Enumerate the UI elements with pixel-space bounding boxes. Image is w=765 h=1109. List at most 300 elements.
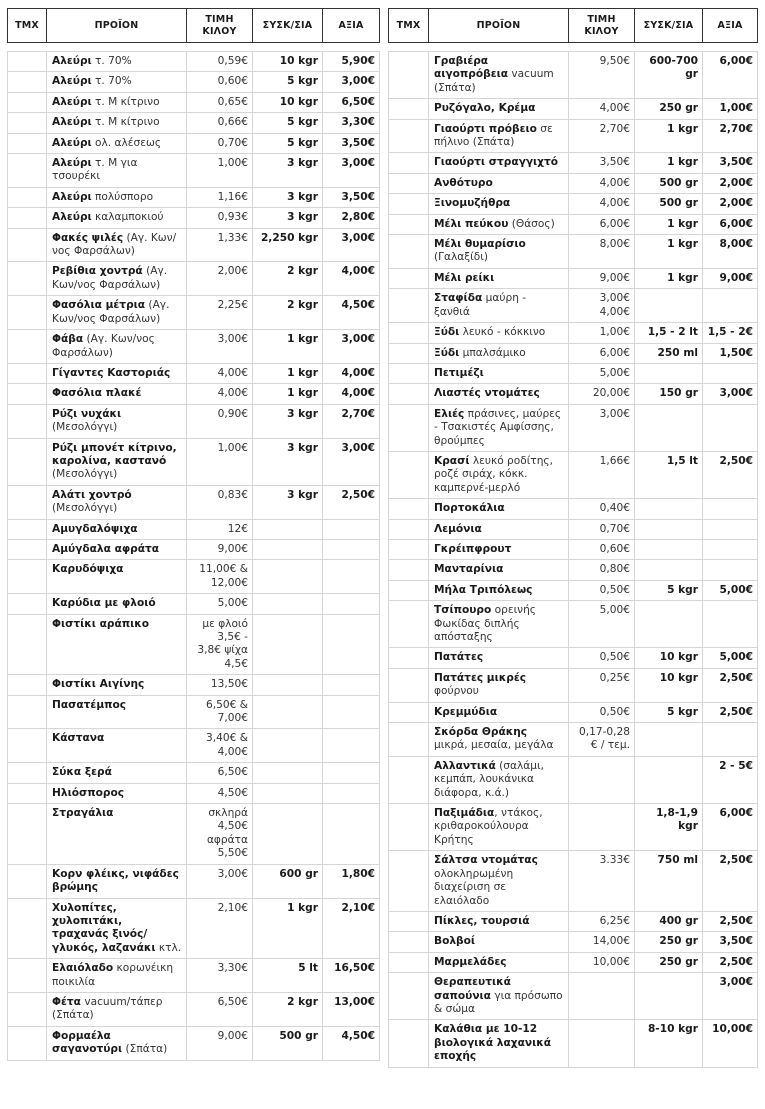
package-size: 1 kgr	[635, 268, 703, 288]
product-cell	[47, 729, 187, 763]
item-value: 4,50€	[323, 296, 380, 330]
price-per-kilo: 4,00€	[569, 173, 635, 193]
package-size	[635, 539, 703, 559]
qty-input-cell[interactable]	[389, 268, 429, 288]
product-cell	[429, 702, 569, 722]
product-detail: (Γαλαξίδι)	[434, 251, 488, 264]
table-row	[389, 560, 758, 580]
price-per-kilo: 2,00€	[187, 262, 253, 296]
price-per-kilo: 6,50€	[187, 763, 253, 783]
table-row	[8, 560, 380, 594]
product-cell	[47, 783, 187, 803]
package-size: 1,5 - 2 lt	[635, 323, 703, 343]
product-cell	[47, 438, 187, 485]
qty-input-cell[interactable]	[389, 952, 429, 972]
package-size	[635, 519, 703, 539]
package-size	[253, 539, 323, 559]
qty-input-cell[interactable]	[8, 539, 47, 559]
item-value	[703, 404, 758, 451]
product-name: Σκόρδα Θράκης	[434, 726, 528, 739]
table-row	[8, 208, 380, 228]
price-per-kilo: 1,33€	[187, 228, 253, 262]
table-row	[389, 1020, 758, 1067]
table-row	[8, 92, 380, 112]
product-name: Πασατέμπος	[52, 698, 127, 711]
qty-input-cell[interactable]	[389, 52, 429, 99]
product-cell	[429, 153, 569, 173]
package-size	[635, 723, 703, 757]
table-row	[8, 133, 380, 153]
product-name: Αλλαντικά	[434, 759, 496, 772]
product-name: Αλεύρι	[52, 116, 92, 129]
table-row	[8, 763, 380, 783]
price-per-kilo: 1,00€	[187, 154, 253, 188]
package-size: 1 kgr	[635, 214, 703, 234]
package-size: 8-10 kgr	[635, 1020, 703, 1067]
product-cell	[47, 992, 187, 1026]
item-value: 3,50€	[703, 153, 758, 173]
header-package: ΣΥΣΚ/ΣΙΑ	[635, 9, 703, 43]
qty-input-cell[interactable]	[8, 783, 47, 803]
table-row	[389, 99, 758, 119]
qty-input-cell[interactable]	[8, 296, 47, 330]
product-cell	[429, 932, 569, 952]
product-name: Φέτα	[52, 995, 81, 1008]
table-row	[8, 330, 380, 364]
product-name: Ρεβίθια χοντρά	[52, 265, 143, 278]
item-value: 3,50€	[323, 133, 380, 153]
price-per-kilo: 3,00€	[187, 864, 253, 898]
product-cell	[429, 952, 569, 972]
qty-input-cell[interactable]	[389, 932, 429, 952]
package-size: 3 kgr	[253, 485, 323, 519]
product-name: Μήλα Τριπόλεως	[434, 583, 533, 596]
product-name: Λεμόνια	[434, 522, 482, 535]
qty-input-cell[interactable]	[389, 804, 429, 851]
table-row	[389, 932, 758, 952]
product-name: Φιστίκι Αιγίνης	[52, 678, 145, 691]
product-cell	[47, 113, 187, 133]
item-value: 6,00€	[703, 804, 758, 851]
product-cell	[429, 851, 569, 912]
qty-input-cell[interactable]	[8, 763, 47, 783]
qty-input-cell[interactable]	[389, 499, 429, 519]
price-per-kilo: 9,00€	[187, 539, 253, 559]
product-name: Μέλι πεύκου	[434, 217, 509, 230]
package-size: 1,8-1,9 kgr	[635, 804, 703, 851]
price-per-kilo: 0,70€	[187, 133, 253, 153]
qty-input-cell[interactable]	[8, 594, 47, 614]
price-per-kilo: 0,25€	[569, 668, 635, 702]
package-size: 10 kgr	[635, 668, 703, 702]
product-name: Φιστίκι αράπικο	[52, 617, 150, 630]
price-per-kilo: 0,40€	[569, 499, 635, 519]
product-name: Κάστανα	[52, 732, 105, 745]
qty-input-cell[interactable]	[389, 723, 429, 757]
table-row	[389, 214, 758, 234]
product-detail: (σαλάμι, κεμπάπ, λουκάνικα διάφορα, κ.ά.)	[434, 759, 544, 799]
package-size: 750 ml	[635, 851, 703, 912]
qty-input-cell[interactable]	[389, 363, 429, 383]
item-value: 1,5 - 2€	[703, 323, 758, 343]
item-value: 1,80€	[323, 864, 380, 898]
product-name: Ελαιόλαδο	[52, 962, 114, 975]
header-qty: ΤΜΧ	[8, 9, 47, 43]
product-detail: (Μεσολόγγι)	[52, 502, 118, 515]
product-detail: λευκό ροδίτης, ροζέ σιράχ, κόκκ. καμπερνέ-μερλό	[434, 454, 553, 494]
price-per-kilo: 0,59€	[187, 52, 253, 72]
table-row	[8, 992, 380, 1026]
product-detail: καλαμποκιού	[91, 211, 164, 224]
qty-input-cell[interactable]	[8, 363, 47, 383]
package-size: 3 kgr	[253, 404, 323, 438]
qty-input-cell[interactable]	[8, 330, 47, 364]
qty-input-cell[interactable]	[8, 485, 47, 519]
product-name: Αλεύρι	[52, 157, 92, 170]
item-value: 3,00€	[323, 438, 380, 485]
table-row	[8, 72, 380, 92]
product-cell	[47, 52, 187, 72]
product-cell	[429, 560, 569, 580]
item-value	[323, 804, 380, 865]
price-per-kilo: 0,83€	[187, 485, 253, 519]
qty-input-cell[interactable]	[8, 52, 47, 72]
product-detail: (Αγ. Κων/νος Φαρσάλων)	[52, 231, 177, 258]
product-cell	[429, 52, 569, 99]
product-detail: μαύρη - ξανθιά	[434, 292, 527, 318]
qty-input-cell[interactable]	[8, 72, 47, 92]
product-name: Βολβοί	[434, 935, 476, 948]
qty-input-cell[interactable]	[389, 289, 429, 323]
package-size: 5 kgr	[253, 113, 323, 133]
item-value	[323, 560, 380, 594]
qty-input-cell[interactable]	[8, 675, 47, 695]
product-detail: τ. 70%	[91, 55, 132, 67]
header-price-line2: ΚΙΛΟΥ	[584, 25, 619, 37]
qty-input-cell[interactable]	[8, 208, 47, 228]
item-value	[703, 723, 758, 757]
item-value	[703, 289, 758, 323]
item-value: 3,30€	[323, 113, 380, 133]
product-name: Καρυδόψιχα	[52, 563, 124, 576]
product-detail: κτλ.	[155, 941, 182, 954]
qty-input-cell[interactable]	[389, 99, 429, 119]
product-cell	[47, 72, 187, 92]
product-name: Μαρμελάδες	[434, 955, 507, 968]
product-name: Μέλι ρείκι	[434, 271, 495, 284]
table-row	[8, 262, 380, 296]
qty-input-cell[interactable]	[8, 959, 47, 993]
product-name: Φακές ψιλές	[52, 231, 124, 244]
qty-input-cell[interactable]	[389, 973, 429, 1020]
qty-input-cell[interactable]	[389, 668, 429, 702]
qty-input-cell[interactable]	[389, 173, 429, 193]
product-cell	[47, 519, 187, 539]
header-price-line1: ΤΙΜΗ	[205, 13, 234, 25]
qty-input-cell[interactable]	[389, 702, 429, 722]
package-size: 2 kgr	[253, 992, 323, 1026]
product-cell	[429, 404, 569, 451]
qty-input-cell[interactable]	[389, 194, 429, 214]
package-size: 1 kgr	[635, 153, 703, 173]
product-detail: , ντάκος, κριθαροκούλουρα Κρήτης	[434, 807, 543, 846]
product-cell	[47, 485, 187, 519]
product-cell	[47, 560, 187, 594]
table-row	[389, 289, 758, 323]
table-row	[8, 1026, 380, 1060]
product-name: Σύκα ξερά	[52, 766, 112, 779]
item-value: 4,00€	[323, 262, 380, 296]
table-row	[389, 173, 758, 193]
price-per-kilo: σκληρά 4,50€ αφράτα 5,50€	[187, 804, 253, 865]
package-size	[253, 763, 323, 783]
item-value: 2,80€	[323, 208, 380, 228]
qty-input-cell[interactable]	[8, 614, 47, 675]
qty-input-cell[interactable]	[8, 438, 47, 485]
table-row	[389, 702, 758, 722]
product-name: Πατάτες μικρές	[434, 671, 527, 684]
qty-input-cell[interactable]	[389, 119, 429, 153]
table-row	[8, 296, 380, 330]
product-cell	[429, 235, 569, 269]
item-value: 3,00€	[703, 973, 758, 1020]
header-price-line2: ΚΙΛΟΥ	[202, 25, 237, 37]
qty-input-cell[interactable]	[8, 519, 47, 539]
left-rows	[8, 52, 380, 1061]
item-value: 6,50€	[323, 92, 380, 112]
qty-input-cell[interactable]	[389, 756, 429, 803]
table-row	[8, 438, 380, 485]
product-name: Φάβα	[52, 333, 84, 346]
price-per-kilo: 3,40€ & 4,00€	[187, 729, 253, 763]
table-row	[389, 119, 758, 153]
qty-input-cell[interactable]	[8, 992, 47, 1026]
qty-input-cell[interactable]	[8, 154, 47, 188]
qty-input-cell[interactable]	[8, 804, 47, 865]
product-name: Ξινομυζήθρα	[434, 197, 511, 210]
qty-input-cell[interactable]	[389, 451, 429, 498]
product-cell	[429, 119, 569, 153]
product-cell	[47, 133, 187, 153]
table-row	[389, 973, 758, 1020]
package-size: 10 kgr	[253, 52, 323, 72]
header-value: ΑΞΙΑ	[703, 9, 758, 43]
item-value: 16,50€	[323, 959, 380, 993]
header-product: ΠΡΟΪΟΝ	[429, 9, 569, 43]
price-per-kilo: 2,25€	[187, 296, 253, 330]
product-detail: (Αγ. Κων/νος Φαρσάλων)	[52, 333, 155, 359]
product-detail: πολύσπορο	[91, 190, 154, 203]
package-size	[635, 363, 703, 383]
table-row	[8, 695, 380, 729]
package-size: 10 kgr	[253, 92, 323, 112]
table-row	[8, 519, 380, 539]
package-size: 1 kgr	[635, 235, 703, 269]
qty-input-cell[interactable]	[389, 235, 429, 269]
product-cell	[429, 363, 569, 383]
table-row	[389, 235, 758, 269]
qty-input-cell[interactable]	[8, 262, 47, 296]
product-detail: (Αγ. Κων/νος Φαρσάλων)	[52, 265, 168, 291]
package-size	[253, 594, 323, 614]
right-table-header	[388, 8, 758, 43]
package-size	[253, 729, 323, 763]
package-size: 400 gr	[635, 911, 703, 931]
product-name: Σταφίδα	[434, 292, 483, 305]
qty-input-cell[interactable]	[389, 851, 429, 912]
price-per-kilo: 0,80€	[569, 560, 635, 580]
product-cell	[47, 959, 187, 993]
qty-input-cell[interactable]	[8, 404, 47, 438]
product-cell	[429, 580, 569, 600]
product-cell	[47, 804, 187, 865]
table-row	[389, 52, 758, 99]
product-cell	[47, 614, 187, 675]
package-size: 1 kgr	[253, 330, 323, 364]
price-per-kilo: 20,00€	[569, 384, 635, 404]
header-price-line1: ΤΙΜΗ	[587, 13, 616, 25]
item-value: 2,50€	[703, 668, 758, 702]
table-row	[389, 404, 758, 451]
qty-input-cell[interactable]	[8, 864, 47, 898]
product-cell	[47, 539, 187, 559]
item-value: 8,00€	[703, 235, 758, 269]
qty-input-cell[interactable]	[389, 580, 429, 600]
package-size: 1 kgr	[253, 363, 323, 383]
table-row	[389, 911, 758, 931]
price-per-kilo: 0,90€	[187, 404, 253, 438]
product-name: Φασόλια μέτρια	[52, 299, 146, 312]
product-cell	[429, 289, 569, 323]
right-rows	[389, 52, 758, 1068]
price-per-kilo: 3.33€	[569, 851, 635, 912]
package-size: 2 kgr	[253, 296, 323, 330]
price-per-kilo: 6,50€ & 7,00€	[187, 695, 253, 729]
qty-input-cell[interactable]	[389, 519, 429, 539]
qty-input-cell[interactable]	[389, 323, 429, 343]
item-value	[323, 763, 380, 783]
package-size: 600 gr	[253, 864, 323, 898]
product-cell	[429, 451, 569, 498]
product-cell	[429, 973, 569, 1020]
qty-input-cell[interactable]	[8, 113, 47, 133]
header-product: ΠΡΟΪΟΝ	[47, 9, 187, 43]
table-row	[8, 729, 380, 763]
item-value	[323, 783, 380, 803]
product-name: Μέλι θυμαρίσιο	[434, 238, 526, 251]
package-size	[253, 675, 323, 695]
item-value: 5,90€	[323, 52, 380, 72]
product-name: Γιαούρτι πρόβειο	[434, 122, 537, 135]
qty-input-cell[interactable]	[8, 384, 47, 404]
product-detail: για πρόσωπο & σώμα	[434, 989, 563, 1015]
qty-input-cell[interactable]	[389, 648, 429, 668]
package-size: 1 kgr	[253, 898, 323, 959]
qty-input-cell[interactable]	[389, 343, 429, 363]
product-name: Γιαούρτι στραγγιχτό	[434, 156, 559, 169]
qty-input-cell[interactable]	[389, 560, 429, 580]
product-detail: τ. Μ κίτρινο	[91, 95, 160, 108]
product-detail: κορωνέικη ποικιλία	[52, 962, 174, 988]
item-value: 6,00€	[703, 52, 758, 99]
qty-input-cell[interactable]	[389, 1020, 429, 1067]
table-row	[8, 959, 380, 993]
qty-input-cell[interactable]	[8, 560, 47, 594]
item-value: 3,50€	[703, 932, 758, 952]
qty-input-cell[interactable]	[389, 214, 429, 234]
product-name: Αλεύρι	[52, 136, 92, 149]
product-name: Ελιές	[434, 407, 465, 420]
right-table-body	[388, 51, 758, 1068]
price-per-kilo: 5,00€	[187, 594, 253, 614]
product-cell	[47, 695, 187, 729]
product-cell	[47, 594, 187, 614]
product-name: Φορμαέλα σαγανοτύρι	[52, 1029, 123, 1056]
product-detail: σε πήλινο (Σπάτα)	[434, 122, 553, 149]
table-row	[389, 268, 758, 288]
qty-input-cell[interactable]	[8, 1026, 47, 1060]
price-per-kilo: 1,66€	[569, 451, 635, 498]
package-size	[635, 560, 703, 580]
qty-input-cell[interactable]	[8, 729, 47, 763]
qty-input-cell[interactable]	[8, 695, 47, 729]
product-name: Τσίπουρο	[434, 604, 492, 617]
product-cell	[429, 539, 569, 559]
package-size	[635, 756, 703, 803]
item-value: 1,00€	[703, 99, 758, 119]
product-cell	[47, 363, 187, 383]
qty-input-cell[interactable]	[8, 228, 47, 262]
qty-input-cell[interactable]	[389, 153, 429, 173]
qty-input-cell[interactable]	[8, 898, 47, 959]
product-name: Ξύδι	[434, 326, 460, 339]
product-name: Στραγάλια	[52, 807, 114, 820]
price-per-kilo	[569, 804, 635, 851]
product-cell	[47, 675, 187, 695]
item-value	[323, 675, 380, 695]
item-value	[323, 695, 380, 729]
qty-input-cell[interactable]	[8, 187, 47, 207]
package-size: 250 gr	[635, 932, 703, 952]
item-value: 3,00€	[323, 330, 380, 364]
item-value: 2,10€	[323, 898, 380, 959]
item-value: 5,00€	[703, 648, 758, 668]
item-value	[703, 539, 758, 559]
qty-input-cell[interactable]	[389, 539, 429, 559]
qty-input-cell[interactable]	[389, 404, 429, 451]
product-cell	[47, 92, 187, 112]
product-cell	[429, 911, 569, 931]
price-per-kilo	[569, 1020, 635, 1067]
price-per-kilo: 2,10€	[187, 898, 253, 959]
qty-input-cell[interactable]	[389, 911, 429, 931]
product-cell	[47, 208, 187, 228]
product-cell	[429, 173, 569, 193]
item-value	[703, 519, 758, 539]
price-per-kilo: 4,50€	[187, 783, 253, 803]
qty-input-cell[interactable]	[8, 92, 47, 112]
qty-input-cell[interactable]	[8, 133, 47, 153]
product-name: Ρύζι νυχάκι	[52, 407, 122, 420]
package-size: 600-700 gr	[635, 52, 703, 99]
qty-input-cell[interactable]	[389, 601, 429, 648]
table-row	[8, 485, 380, 519]
qty-input-cell[interactable]	[389, 384, 429, 404]
product-cell	[429, 519, 569, 539]
price-per-kilo: 0,93€	[187, 208, 253, 228]
product-name: Γραβιέρα αιγοπρόβεια	[434, 55, 509, 81]
product-cell	[429, 648, 569, 668]
